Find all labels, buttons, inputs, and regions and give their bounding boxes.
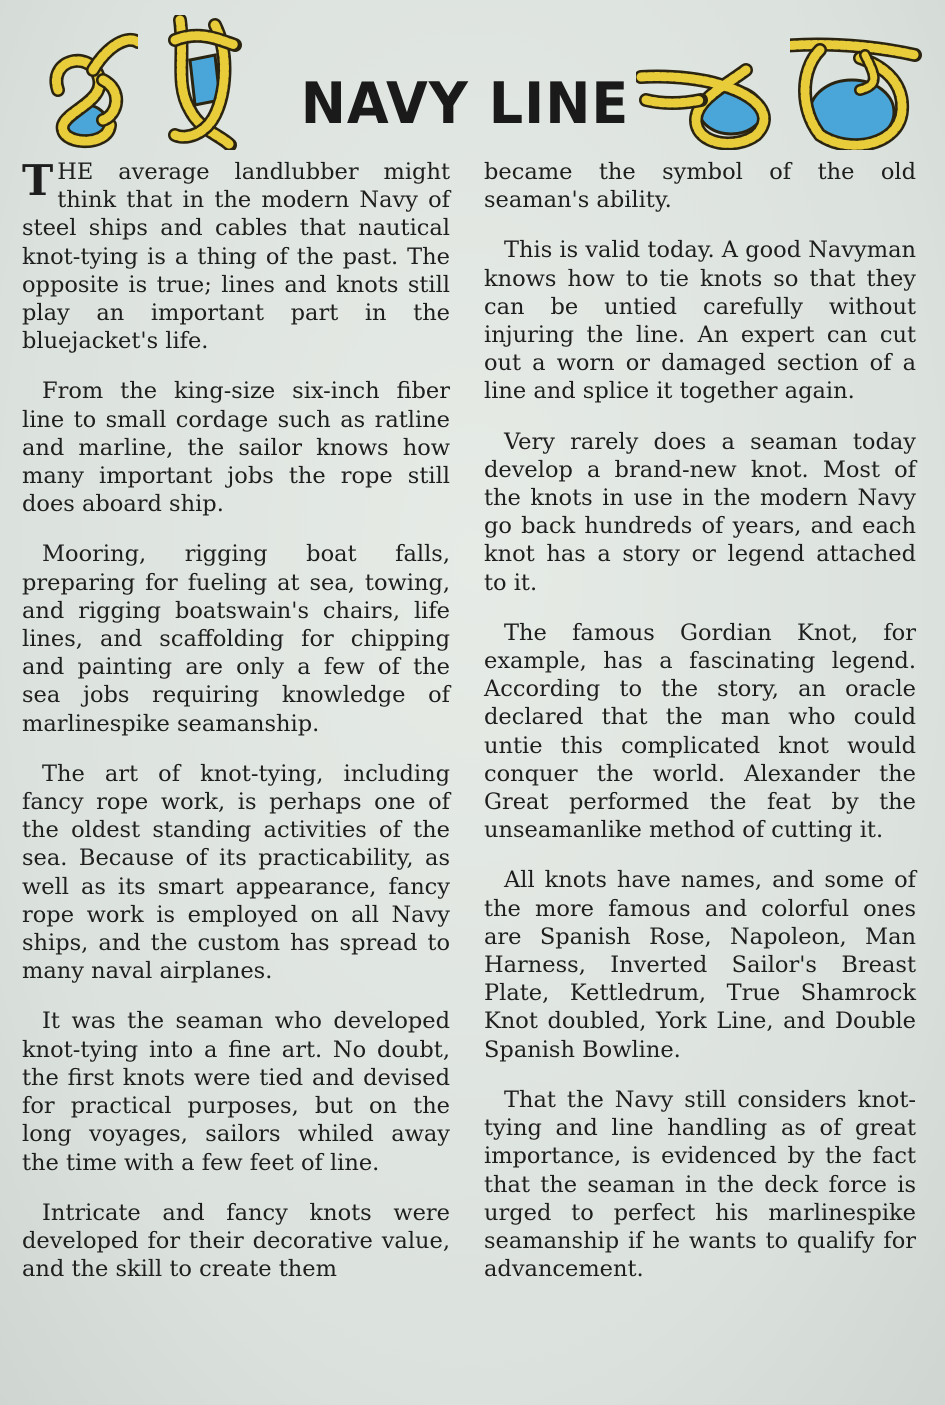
paragraph: became the symbol of the old seaman's ability. [484,159,916,214]
paragraph: THE average landlubber might think that in the modern Navy of steel ships and cables that nautical knot-tying is a thing of the past. The opposite is true; lines and knots still play an important part in the bluejacket's life. [22,156,450,355]
drop-cap: T [22,156,54,205]
paragraph: Intricate and fancy knots were developed for their decorative value, and the skill to create them [22,1199,450,1283]
paragraph: That the Navy still considers knot-tying and line handling as of great importance, is evidenced by the fact that the seaman in the deck force is urged to perfect his marlinespike seamanship if he wants to qualify for advancement. [484,1086,916,1283]
paragraph: The famous Gordian Knot, for example, has a fascinating legend. According to the story, an oracle declared that the man who could untie this complicated knot would conquer the world. Alexander the Great performed the feat by the unseamanlike method of cutting it. [484,619,916,844]
paragraph: From the king-size six-inch fiber line to small cordage such as ratline and marline, the sailor knows how many important jobs the rope still does aboard ship. [22,378,450,518]
page-title: NAVY LINE [300,70,630,137]
paragraph: Mooring, rigging boat falls, preparing for fueling at sea, towing, and rigging boatswain's chairs, life lines, and scaffolding for chipping and painting are only a few of the sea jobs requiring knowledge of marlinespike seamanship. [22,541,450,737]
paragraph: All knots have names, and some of the more famous and colorful ones are Spanish Rose, Napoleon, Man Harness, Inverted Sailor's Breast Plate, Kettledrum, True Shamrock Knot doubled, York Line, and Double Spanish Bowline. [484,867,916,1063]
bowline-knot-icon [636,55,786,150]
paragraph: It was the seaman who developed knot-tying into a fine art. No doubt, the first knots were tied and devised for practical purposes, but on the long voyages, sailors whiled away the time with a few feet of line. [22,1008,450,1176]
reef-knot-icon [160,15,250,150]
double-loop-knot-icon [790,30,925,150]
right-column [484,158,916,1305]
paragraph: Very rarely does a seaman today develop a brand-new knot. Most of the knots in use in the modern Navy go back hundreds of years, and each knot has a story or legend attached to it. [484,428,916,596]
header [0,0,945,160]
paragraph: This is valid today. A good Navyman knows how to tie knots so that they can be untied carefully without injuring the line. An expert can cut out a worn or damaged section of a line and splice it together again. [484,237,917,405]
paragraph: The art of knot-tying, including fancy rope work, is perhaps one of the oldest standing activities of the sea. Because of its practicability, as well as its smart appearance, fancy rope work is employed on all Navy ships, and the custom has spread to many naval airplanes. [22,760,450,985]
square-knot-icon [38,30,138,150]
left-column [22,158,450,1305]
